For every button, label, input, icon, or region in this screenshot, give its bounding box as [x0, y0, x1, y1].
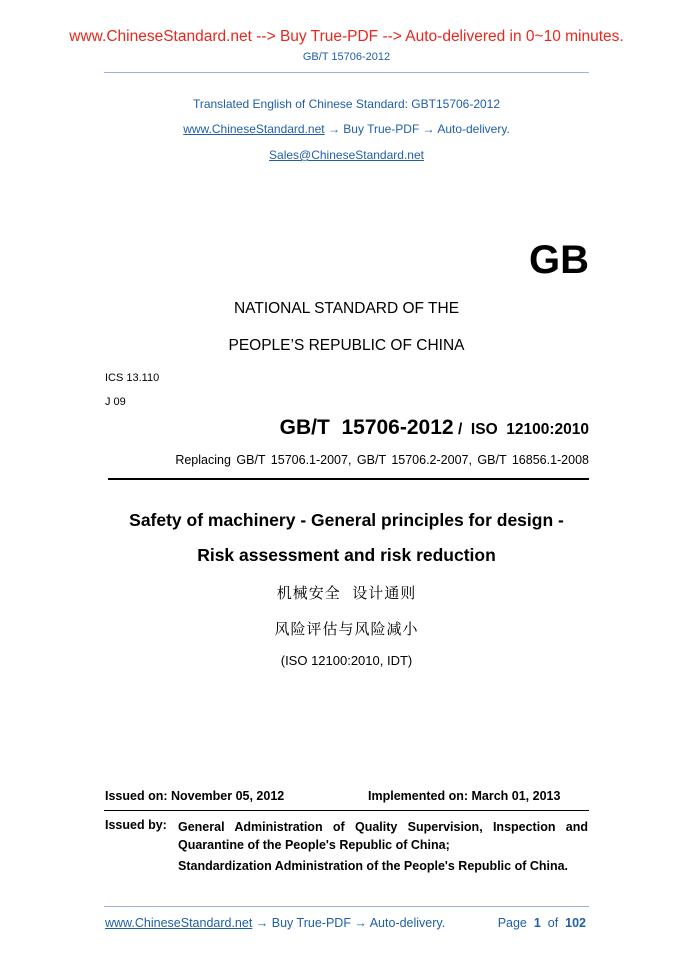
chinese-title-line1: 机械安全 设计通则: [276, 584, 417, 602]
top-banner-link[interactable]: www.ChineseStandard.net --> Buy True-PDF --> Auto-delivered in 0~10 minutes.: [69, 28, 624, 45]
chinese-title-line2: 风险评估与风险减小: [274, 620, 419, 638]
standard-number: [280, 416, 589, 440]
site-link[interactable]: www.ChineseStandard.net: [183, 122, 325, 136]
iso-equivalent: / ISO 12100:2010: [458, 421, 589, 438]
page-of: of: [547, 916, 559, 930]
j-code: J 09: [105, 396, 126, 408]
footer-divider: [104, 906, 589, 907]
translation-links: [0, 122, 693, 136]
page-indicator: [498, 916, 586, 930]
adoption-note: (ISO 12100:2010, IDT): [280, 653, 413, 668]
footer-links: [105, 916, 445, 930]
footer-site-link[interactable]: www.ChineseStandard.net: [105, 916, 253, 930]
email-row: [0, 148, 693, 162]
issued-on: Issued on: November 05, 2012: [105, 789, 285, 803]
issuer-sac: Standardization Administration of the People's Republic of China.: [178, 859, 569, 873]
running-header: GB/T 15706-2012: [302, 51, 391, 63]
email-link[interactable]: Sales@ChineseStandard.net: [269, 148, 424, 162]
national-standard-line1: NATIONAL STANDARD OF THE: [233, 300, 460, 317]
buy-text: → Buy True-PDF → Auto-delivery.: [327, 122, 510, 136]
page-total: 102: [565, 916, 586, 930]
issue-divider: [104, 810, 589, 811]
issued-by-label: Issued by:: [105, 818, 167, 832]
replacing-standards: Replacing GB/T 15706.1-2007, GB/T 15706.2-2007, GB/T 16856.1-2008: [175, 453, 589, 467]
title-line2: Risk assessment and risk reduction: [197, 545, 496, 565]
standard-number-main: GB/T 15706-2012: [279, 416, 454, 439]
ics-code: ICS 13.110: [105, 372, 160, 384]
page-label: Page: [497, 916, 527, 930]
standard-divider: [108, 478, 589, 480]
footer-buy-text: → Buy True-PDF → Auto-delivery.: [255, 916, 446, 930]
implemented-on: Implemented on: March 01, 2013: [368, 789, 561, 803]
title-line1: Safety of machinery - General principles for design -: [129, 510, 564, 530]
page-current: 1: [533, 916, 541, 930]
header-divider: [104, 72, 589, 73]
national-standard-line2: PEOPLE’S REPUBLIC OF CHINA: [228, 337, 465, 354]
issuer-aqsiq: General Administration of Quality Supervision, Inspection and Quarantine of the People's Republic of China;: [178, 820, 588, 852]
translation-note: Translated English of Chinese Standard: GBT15706-2012: [192, 97, 501, 111]
gb-mark: GB: [529, 238, 589, 282]
